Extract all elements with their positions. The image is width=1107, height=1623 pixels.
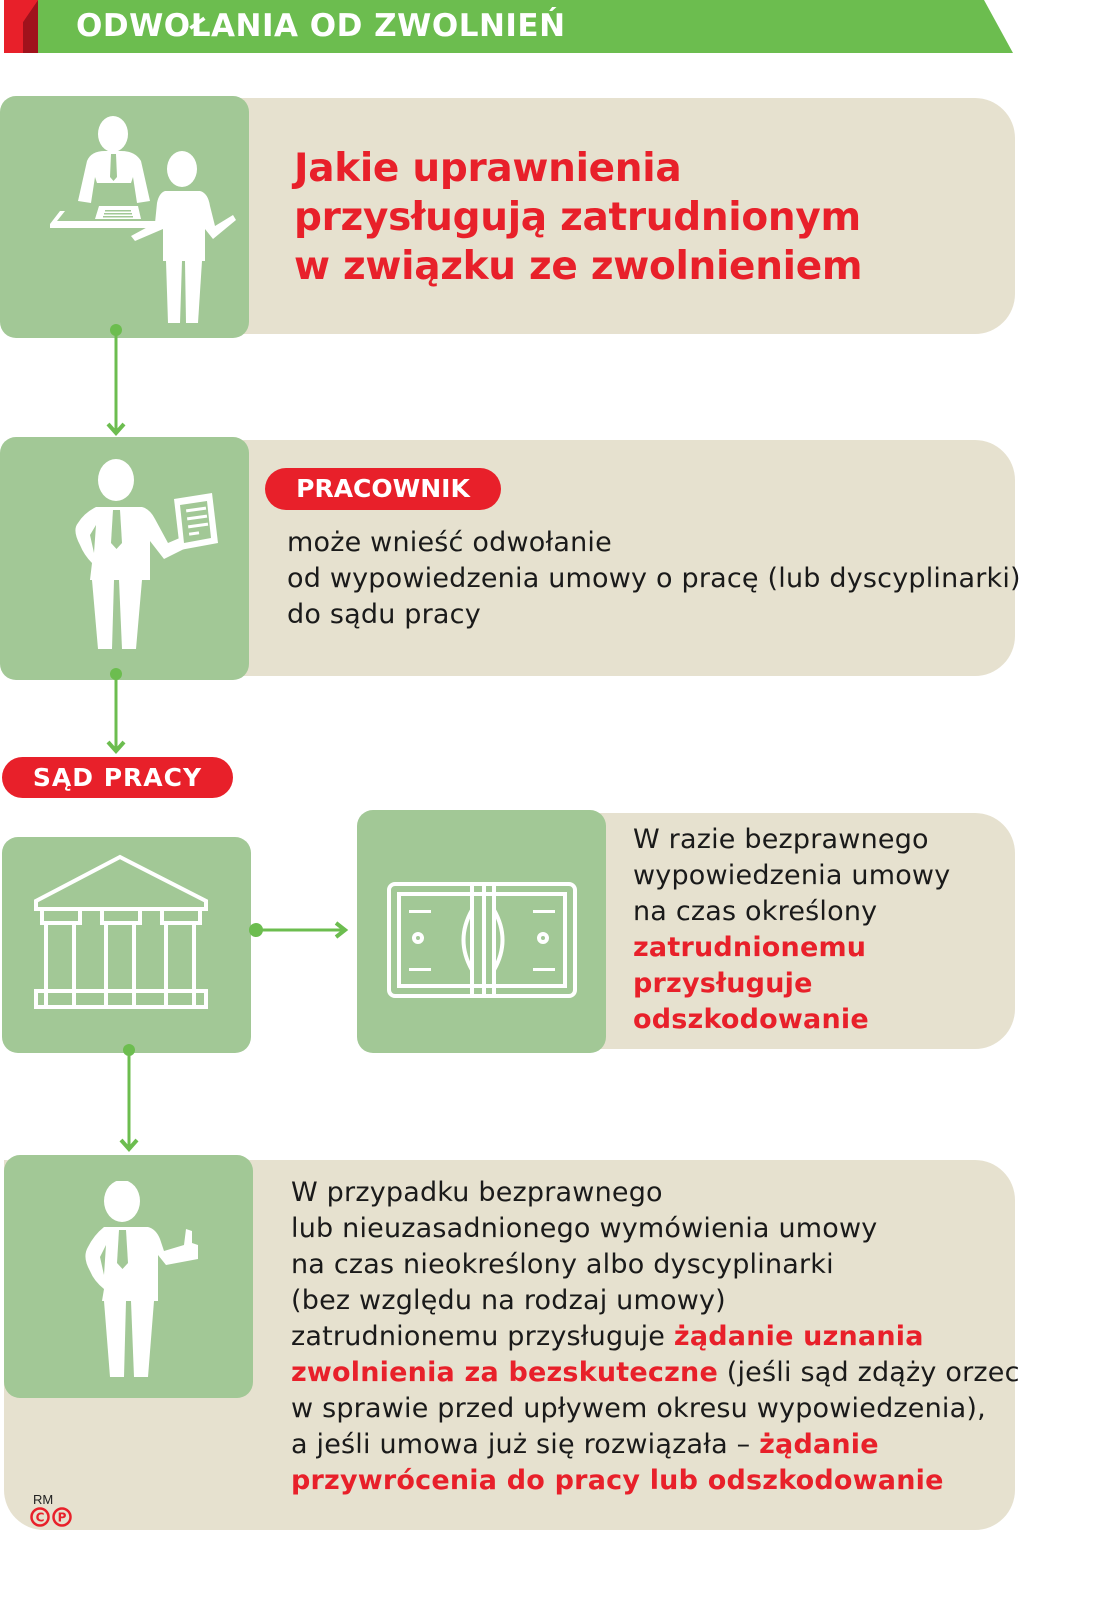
- fixed-term-line-2: wypowiedzenia umowy: [633, 860, 951, 891]
- indefinite-description: [291, 1175, 1020, 1499]
- fixed-term-line-3: na czas określony: [633, 896, 878, 927]
- employee-description: [287, 525, 1021, 633]
- copyright-phonographic-icon: [30, 1506, 76, 1528]
- down-arrow-connector: [117, 1042, 141, 1154]
- banknote-icon: [385, 880, 580, 1000]
- intro-icon-tile: [0, 96, 249, 338]
- svg-text:C: C: [35, 1510, 45, 1525]
- employee-line-2: od wypowiedzenia umowy o pracę (lub dyscyplinarki): [287, 563, 1021, 594]
- employee-thumbs-up-icon: [74, 1181, 214, 1381]
- fixed-term-red-line-1: zatrudnionemu: [633, 932, 867, 963]
- employee-line-1: może wnieść odwołanie: [287, 527, 612, 558]
- svg-text:P: P: [57, 1510, 67, 1525]
- header-banner: [4, 0, 1044, 53]
- indefinite-line-4: (bez względu na rodzaj umowy): [291, 1285, 726, 1316]
- indefinite-line-6-highlight: zwolnienia za bezskuteczne: [291, 1357, 718, 1388]
- employee-line-3: do sądu pracy: [287, 599, 481, 630]
- fixed-term-red-line-2: przysługuje: [633, 968, 813, 999]
- indefinite-line-6-plain: (jeśli sąd zdąży orzec: [717, 1357, 1020, 1388]
- indefinite-line-5-plain: zatrudnionemu przysługuje: [291, 1321, 674, 1352]
- down-arrow-connector: [104, 322, 128, 438]
- fixed-term-red-line-3: odszkodowanie: [633, 1004, 869, 1035]
- indefinite-line-2: lub nieuzasadnionego wymówienia umowy: [291, 1213, 878, 1244]
- indefinite-line-8: [291, 1427, 1020, 1463]
- headline-line-3: w związku ze zwolnieniem: [294, 244, 863, 289]
- right-arrow-connector: [248, 920, 350, 940]
- indefinite-line-6: [291, 1355, 1020, 1391]
- author-credit: RM: [33, 1492, 54, 1507]
- headline-line-2: przysługują zatrudnionym: [294, 195, 861, 240]
- fixed-term-description: [633, 822, 950, 1038]
- court-badge: SĄD PRACY: [2, 757, 233, 798]
- courthouse-icon: [30, 853, 215, 1013]
- fixed-term-line-1: W razie bezprawnego: [633, 824, 929, 855]
- headline-line-1: Jakie uprawnienia: [294, 146, 682, 191]
- employee-icon-tile: [0, 437, 249, 680]
- indefinite-icon-tile: [4, 1155, 253, 1398]
- indefinite-line-1: W przypadku bezprawnego: [291, 1177, 663, 1208]
- indefinite-line-5-highlight: żądanie uznania: [673, 1321, 924, 1352]
- indefinite-line-9: przywrócenia do pracy lub odszkodowanie: [291, 1465, 944, 1496]
- indefinite-line-7: w sprawie przed upływem okresu wypowiedzenia),: [291, 1393, 986, 1424]
- page-title: ODWOŁANIA OD ZWOLNIEŃ: [76, 8, 566, 44]
- fixed-term-icon-tile: [357, 810, 606, 1053]
- indefinite-line-8-plain: a jeśli umowa już się rozwiązała –: [291, 1429, 760, 1460]
- indefinite-line-3: na czas nieokreślony albo dyscyplinarki: [291, 1249, 834, 1280]
- employee-with-document-icon: [50, 455, 230, 675]
- headline: [294, 144, 862, 291]
- employee-badge: PRACOWNIK: [265, 468, 501, 510]
- indefinite-line-5: [291, 1319, 1020, 1355]
- court-icon-tile: [2, 837, 251, 1053]
- employer-employee-meeting-icon: [25, 111, 240, 326]
- down-arrow-connector: [104, 666, 128, 756]
- indefinite-line-8-highlight: żądanie: [759, 1429, 879, 1460]
